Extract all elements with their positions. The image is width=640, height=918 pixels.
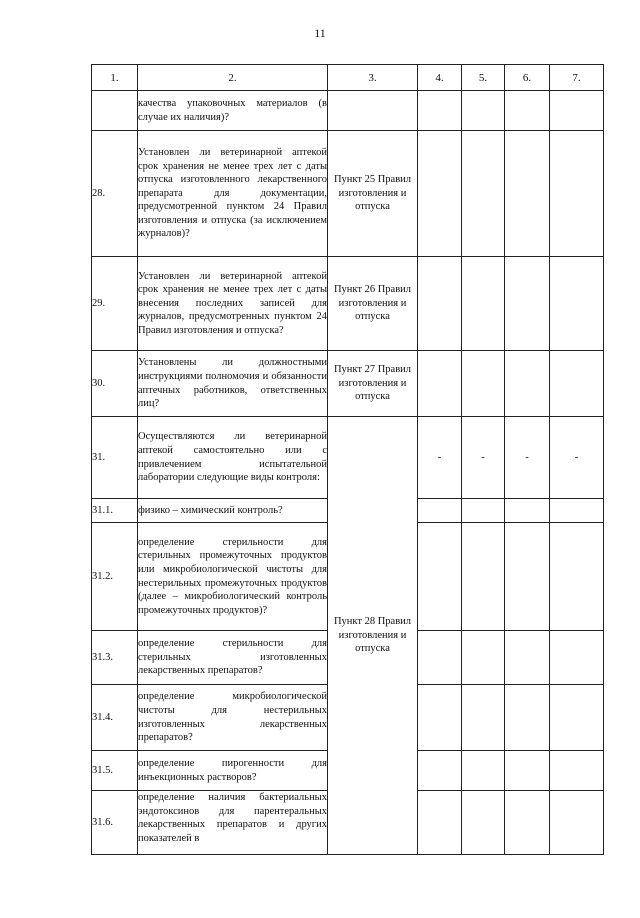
row-question: определение микробиологической чистоты для нестерильных изготовленных лекарственных препаратов?	[138, 685, 328, 751]
row-number: 31.2.	[92, 523, 138, 631]
table-row	[92, 257, 604, 351]
answer-cell-no[interactable]	[462, 523, 505, 631]
answer-cell-no[interactable]	[462, 685, 505, 751]
row-question: определение стерильности для стерильных изготовленных лекарственных препаратов?	[138, 631, 328, 685]
answer-cell-yes[interactable]	[418, 751, 462, 791]
answer-cell-no[interactable]	[462, 791, 505, 855]
row-question-text: определение наличия бактериальных эндотоксинов для парентеральных лекарственных препаратов и других показателей в	[138, 792, 327, 844]
answer-cell-yes[interactable]	[418, 685, 462, 751]
dash-cell[interactable]: -	[505, 417, 550, 499]
answer-cell-notes[interactable]	[550, 257, 604, 351]
answer-cell-notes[interactable]	[550, 131, 604, 257]
answer-cell-no[interactable]	[462, 91, 505, 131]
answer-cell-no[interactable]	[462, 631, 505, 685]
answer-cell-na[interactable]	[505, 351, 550, 417]
answer-cell-na[interactable]	[505, 91, 550, 131]
answer-cell-no[interactable]	[462, 131, 505, 257]
header-row	[92, 65, 604, 91]
row-number	[92, 91, 138, 131]
row-number: 31.	[92, 417, 138, 499]
answer-cell-na[interactable]	[505, 499, 550, 523]
answer-cell-na[interactable]	[505, 131, 550, 257]
answer-cell-yes[interactable]	[418, 499, 462, 523]
row-number: 31.5.	[92, 751, 138, 791]
page-number: 11	[314, 26, 326, 40]
row-number: 29.	[92, 257, 138, 351]
row-reference: Пункт 27 Правил изготовления и отпуска	[328, 351, 418, 417]
dash-cell[interactable]: -	[550, 417, 604, 499]
header-col-1: 1.	[92, 65, 138, 91]
answer-cell-notes[interactable]	[550, 791, 604, 855]
row-question: Установлен ли ветеринарной аптекой срок хранения не менее трех лет с даты внесения последних записей для журналов, предусмотренных пунктом 24 Правил изготовления и отпуска?	[138, 257, 328, 351]
answer-cell-notes[interactable]	[550, 351, 604, 417]
row-reference: Пункт 25 Правил изготовления и отпуска	[328, 131, 418, 257]
answer-cell-yes[interactable]	[418, 91, 462, 131]
answer-cell-na[interactable]	[505, 631, 550, 685]
table-row	[92, 91, 604, 131]
table-row	[92, 417, 604, 499]
answer-cell-no[interactable]	[462, 751, 505, 791]
answer-cell-yes[interactable]	[418, 523, 462, 631]
header-col-2: 2.	[138, 65, 328, 91]
answer-cell-notes[interactable]	[550, 685, 604, 751]
answer-cell-na[interactable]	[505, 257, 550, 351]
row-question: физико – химический контроль?	[138, 499, 328, 523]
answer-cell-yes[interactable]	[418, 351, 462, 417]
row-reference	[328, 91, 418, 131]
dash-cell[interactable]: -	[418, 417, 462, 499]
row-number: 31.4.	[92, 685, 138, 751]
header-col-6: 6.	[505, 65, 550, 91]
row-number: 31.1.	[92, 499, 138, 523]
checklist-table	[91, 64, 604, 855]
header-col-3: 3.	[328, 65, 418, 91]
row-number: 28.	[92, 131, 138, 257]
row-number: 30.	[92, 351, 138, 417]
row-question: качества упаковочных материалов (в случае их наличия)?	[138, 91, 328, 131]
row-question: определение стерильности для стерильных промежуточных продуктов или микробиологической чистоты для нестерильных промежуточных продуктов (далее – микробиологический контроль промежуточных продуктов)?	[138, 523, 328, 631]
header-col-7: 7.	[550, 65, 604, 91]
answer-cell-na[interactable]	[505, 791, 550, 855]
answer-cell-no[interactable]	[462, 351, 505, 417]
row-question: Установлен ли ветеринарной аптекой срок хранения не менее трех лет с даты отпуска изготовленного лекарственного препарата для документации, предусмотренной пунктом 24 Правил изготовления и отпуска (за исключением журналов)?	[138, 131, 328, 257]
answer-cell-notes[interactable]	[550, 523, 604, 631]
row-reference: Пункт 26 Правил изготовления и отпуска	[328, 257, 418, 351]
row-question	[138, 791, 328, 855]
answer-cell-no[interactable]	[462, 257, 505, 351]
answer-cell-na[interactable]	[505, 523, 550, 631]
answer-cell-na[interactable]	[505, 751, 550, 791]
row-number: 31.6.	[92, 791, 138, 855]
answer-cell-na[interactable]	[505, 685, 550, 751]
answer-cell-yes[interactable]	[418, 131, 462, 257]
answer-cell-notes[interactable]	[550, 631, 604, 685]
row-question: Осуществляются ли ветеринарной аптекой самостоятельно или с привлечением испытательной лаборатории следующие виды контроля:	[138, 417, 328, 499]
table-row	[92, 351, 604, 417]
row-number: 31.3.	[92, 631, 138, 685]
answer-cell-notes[interactable]	[550, 751, 604, 791]
answer-cell-notes[interactable]	[550, 499, 604, 523]
header-col-4: 4.	[418, 65, 462, 91]
answer-cell-notes[interactable]	[550, 91, 604, 131]
merged-reference: Пункт 28 Правил изготовления и отпуска	[328, 417, 418, 855]
answer-cell-yes[interactable]	[418, 257, 462, 351]
answer-cell-no[interactable]	[462, 499, 505, 523]
row-question: определение пирогенности для инъекционных растворов?	[138, 751, 328, 791]
answer-cell-yes[interactable]	[418, 631, 462, 685]
header-col-5: 5.	[462, 65, 505, 91]
answer-cell-yes[interactable]	[418, 791, 462, 855]
row-question: Установлены ли должностными инструкциями полномочия и обязанности аптечных работников, ответственных лиц?	[138, 351, 328, 417]
table-row	[92, 131, 604, 257]
dash-cell[interactable]: -	[462, 417, 505, 499]
